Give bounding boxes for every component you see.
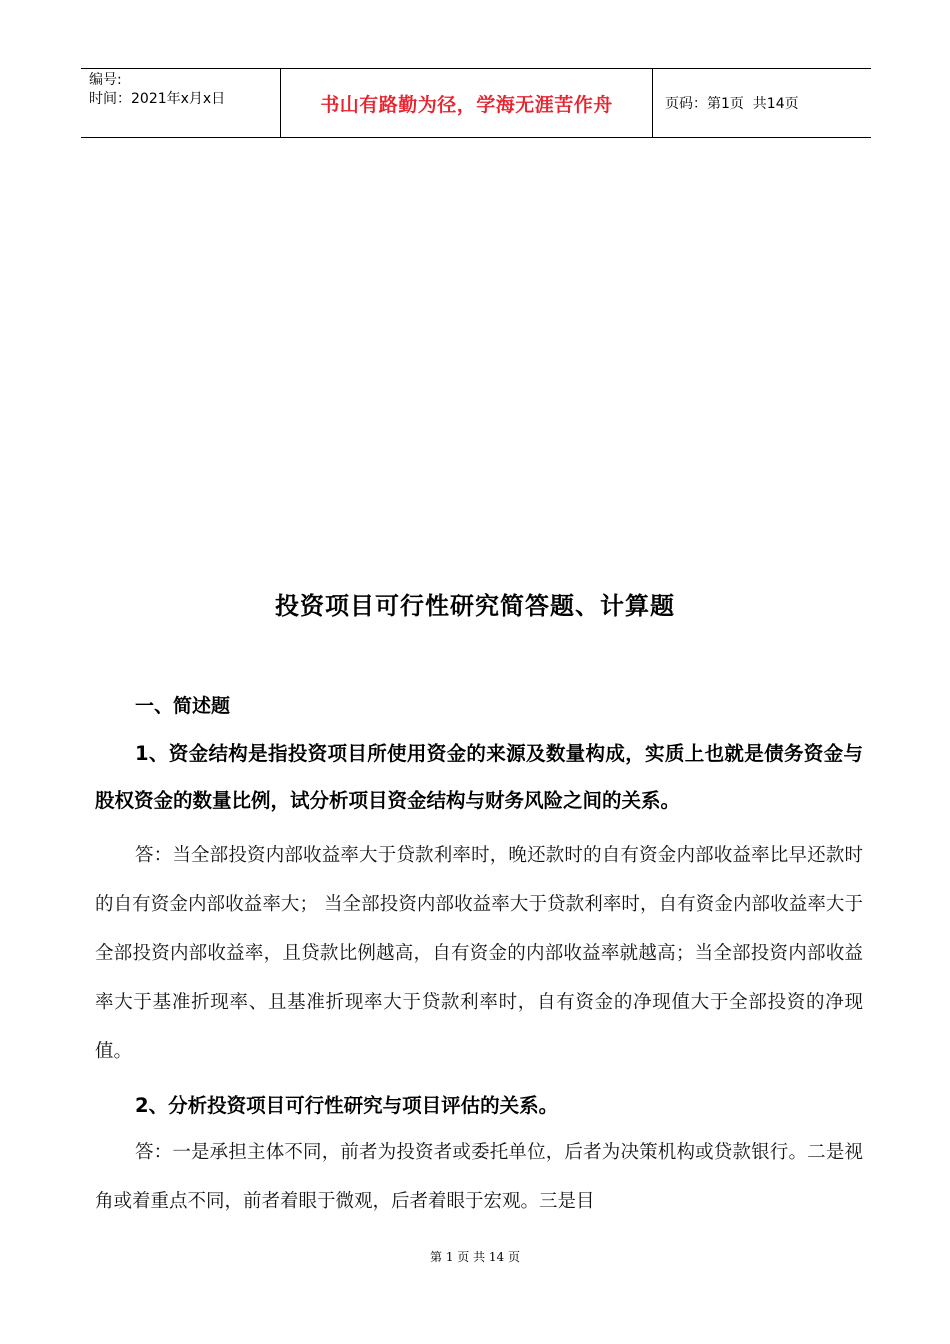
header-motto-cell [281,69,653,137]
header-page-info: 页码：第1页 共14页 [665,96,799,112]
document-number-label: 编号: [89,72,122,88]
document-title: 投资项目可行性研究简答题、计算题 [275,592,675,620]
answer-1: 答：当全部投资内部收益率大于贷款利率时，晚还款时的自有资金内部收益率比早还款时的自有资金内部收益率大； 当全部投资内部收益率大于贷款利率时，自有资金内部收益率大于全部投资内部收益率，且贷款比例越高，自有资金的内部收益率就越高；当全部投资内部收益率大于基准折现率、且基准折现率大于贷款利率时，自有资金的净现值大于全部投资的净现值。 [95,845,863,1062]
header-meta [81,69,281,137]
document-date: 时间：2021年x月x日 [89,91,226,107]
answer-2: 答：一是承担主体不同，前者为投资者或委托单位，后者为决策机构或贷款银行。二是视角或着重点不同，前者着眼于微观，后者着眼于宏观。三是目 [95,1142,863,1212]
question-1: 1、资金结构是指投资项目所使用资金的来源及数量构成，实质上也就是债务资金与股权资金的数量比例，试分析项目资金结构与财务风险之间的关系。 [95,742,863,812]
section-heading: 一、简述题 [135,695,231,717]
header-motto: 书山有路勤为径，学海无涯苦作舟 [320,93,613,116]
page-header [81,68,871,138]
page-footer: 第 1 页 共 14 页 [430,1250,520,1264]
question-2: 2、分析投资项目可行性研究与项目评估的关系。 [135,1094,559,1117]
